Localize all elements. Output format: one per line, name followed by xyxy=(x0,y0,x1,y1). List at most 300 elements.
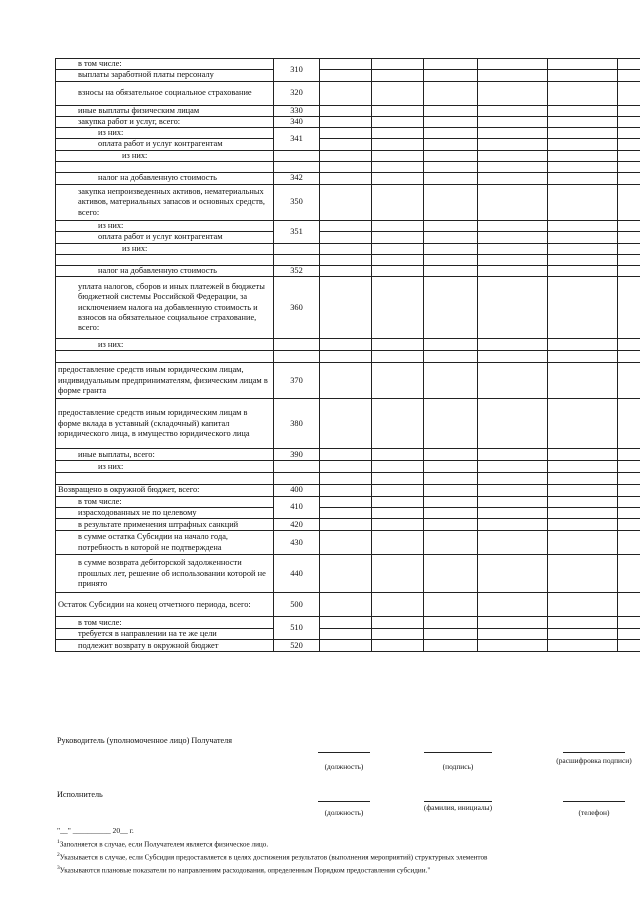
table-row xyxy=(56,519,640,531)
value-cell[interactable] xyxy=(618,519,640,531)
value-cell[interactable] xyxy=(320,593,372,617)
value-cell[interactable] xyxy=(618,162,640,173)
value-cell[interactable] xyxy=(478,449,548,461)
value-cell[interactable] xyxy=(372,116,424,127)
position-line[interactable] xyxy=(318,752,370,753)
value-cell[interactable] xyxy=(618,363,640,399)
value-cell[interactable] xyxy=(618,105,640,116)
value-cell[interactable] xyxy=(372,593,424,617)
value-cell[interactable] xyxy=(372,461,424,473)
value-cell[interactable] xyxy=(320,162,372,173)
value-cell[interactable] xyxy=(424,531,478,555)
value-cell[interactable] xyxy=(320,461,372,473)
row-label: требуется в направлении на те же цели xyxy=(56,629,274,640)
value-cell[interactable] xyxy=(424,105,478,116)
table-row xyxy=(56,162,640,173)
row-label: в том числе: xyxy=(56,59,274,70)
name-caption: (фамилия, инициалы) xyxy=(423,803,493,812)
value-cell[interactable] xyxy=(424,496,478,507)
value-cell[interactable] xyxy=(424,277,478,339)
row-code: 500 xyxy=(274,593,320,617)
row-code: 390 xyxy=(274,449,320,461)
row-label: из них: xyxy=(56,128,274,139)
value-cell[interactable] xyxy=(478,150,548,161)
value-cell[interactable] xyxy=(618,629,640,640)
value-cell[interactable] xyxy=(320,116,372,127)
row-label: закупка работ и услуг, всего: xyxy=(56,116,274,127)
value-cell[interactable] xyxy=(372,81,424,105)
value-cell[interactable] xyxy=(548,173,618,185)
value-cell[interactable] xyxy=(372,640,424,652)
value-cell[interactable] xyxy=(320,70,372,81)
value-cell[interactable] xyxy=(548,339,618,351)
value-cell[interactable] xyxy=(618,265,640,276)
table-row xyxy=(56,185,640,221)
row-code: 330 xyxy=(274,105,320,116)
value-cell[interactable] xyxy=(548,232,618,243)
value-cell[interactable] xyxy=(478,461,548,473)
value-cell[interactable] xyxy=(372,617,424,629)
value-cell[interactable] xyxy=(372,162,424,173)
value-cell[interactable] xyxy=(548,496,618,507)
value-cell[interactable] xyxy=(618,116,640,127)
value-cell[interactable] xyxy=(478,277,548,339)
row-label xyxy=(56,351,274,363)
value-cell[interactable] xyxy=(424,363,478,399)
value-cell[interactable] xyxy=(424,265,478,276)
value-cell[interactable] xyxy=(424,473,478,485)
value-cell[interactable] xyxy=(618,254,640,265)
value-cell[interactable] xyxy=(548,70,618,81)
value-cell[interactable] xyxy=(618,399,640,449)
value-cell[interactable] xyxy=(424,485,478,496)
value-cell[interactable] xyxy=(618,593,640,617)
value-cell[interactable] xyxy=(372,519,424,531)
value-cell[interactable] xyxy=(478,351,548,363)
value-cell[interactable] xyxy=(618,531,640,555)
value-cell[interactable] xyxy=(478,485,548,496)
table-row xyxy=(56,339,640,351)
value-cell[interactable] xyxy=(424,629,478,640)
value-cell[interactable] xyxy=(478,399,548,449)
row-code xyxy=(274,473,320,485)
value-cell[interactable] xyxy=(320,519,372,531)
value-cell[interactable] xyxy=(618,232,640,243)
value-cell[interactable] xyxy=(372,221,424,232)
value-cell[interactable] xyxy=(320,254,372,265)
value-cell[interactable] xyxy=(320,221,372,232)
value-cell[interactable] xyxy=(618,70,640,81)
value-cell[interactable] xyxy=(372,105,424,116)
table-row xyxy=(56,461,640,473)
value-cell[interactable] xyxy=(548,461,618,473)
value-cell[interactable] xyxy=(424,81,478,105)
value-cell[interactable] xyxy=(424,617,478,629)
row-label: оплата работ и услуг контрагентам xyxy=(56,139,274,150)
value-cell[interactable] xyxy=(372,254,424,265)
value-cell[interactable] xyxy=(424,162,478,173)
table-row xyxy=(56,139,640,150)
value-cell[interactable] xyxy=(424,555,478,593)
table-row xyxy=(56,277,640,339)
value-cell[interactable] xyxy=(424,70,478,81)
value-cell[interactable] xyxy=(320,243,372,254)
value-cell[interactable] xyxy=(372,473,424,485)
value-cell[interactable] xyxy=(320,232,372,243)
value-cell[interactable] xyxy=(478,339,548,351)
table-row xyxy=(56,81,640,105)
row-code: 320 xyxy=(274,81,320,105)
row-label: иные выплаты, всего: xyxy=(56,449,274,461)
row-code xyxy=(274,150,320,161)
row-label: из них: xyxy=(56,339,274,351)
table-row xyxy=(56,243,640,254)
table-row xyxy=(56,593,640,617)
signature-caption: (подпись) xyxy=(442,762,474,771)
value-cell[interactable] xyxy=(424,449,478,461)
row-label: предоставление средств иным юридическим лицам, индивидуальным предпринимателям, физическим лицам в форме гранта xyxy=(56,363,274,399)
value-cell[interactable] xyxy=(372,507,424,518)
value-cell[interactable] xyxy=(424,254,478,265)
value-cell[interactable] xyxy=(320,128,372,139)
value-cell[interactable] xyxy=(320,185,372,221)
value-cell[interactable] xyxy=(548,254,618,265)
table-row xyxy=(56,399,640,449)
table-row xyxy=(56,363,640,399)
value-cell[interactable] xyxy=(548,139,618,150)
table-row xyxy=(56,265,640,276)
value-cell[interactable] xyxy=(372,150,424,161)
value-cell[interactable] xyxy=(372,277,424,339)
value-cell[interactable] xyxy=(424,232,478,243)
row-label: выплаты заработной платы персоналу xyxy=(56,70,274,81)
value-cell[interactable] xyxy=(548,81,618,105)
footnote-2: $^2$Указывается в случае, если Субсидия предоставляется в целях достижения результатов (выполнения мероприятий) структурных элементов xyxy=(57,852,488,862)
row-label: Возвращено в окружной бюджет, всего: xyxy=(56,485,274,496)
row-label: в сумме возврата дебиторской задолженности прошлых лет, решение об использовании которой не принято xyxy=(56,555,274,593)
value-cell[interactable] xyxy=(548,485,618,496)
table-row xyxy=(56,105,640,116)
value-cell[interactable] xyxy=(372,265,424,276)
value-cell[interactable] xyxy=(424,339,478,351)
value-cell[interactable] xyxy=(372,173,424,185)
value-cell[interactable] xyxy=(372,399,424,449)
value-cell[interactable] xyxy=(548,105,618,116)
value-cell[interactable] xyxy=(618,277,640,339)
row-code: 351 xyxy=(274,221,320,244)
value-cell[interactable] xyxy=(320,640,372,652)
value-cell[interactable] xyxy=(424,507,478,518)
value-cell[interactable] xyxy=(548,162,618,173)
row-code: 310 xyxy=(274,59,320,82)
table-row xyxy=(56,449,640,461)
value-cell[interactable] xyxy=(478,70,548,81)
table-row xyxy=(56,128,640,139)
row-code xyxy=(274,254,320,265)
value-cell[interactable] xyxy=(320,485,372,496)
value-cell[interactable] xyxy=(478,496,548,507)
value-cell[interactable] xyxy=(478,254,548,265)
value-cell[interactable] xyxy=(548,59,618,70)
table-row xyxy=(56,173,640,185)
table-row xyxy=(56,617,640,629)
value-cell[interactable] xyxy=(548,640,618,652)
value-cell[interactable] xyxy=(320,59,372,70)
date-line[interactable]: "__" __________ 20__ г. xyxy=(57,826,134,835)
table-row xyxy=(56,485,640,496)
value-cell[interactable] xyxy=(548,243,618,254)
value-cell[interactable] xyxy=(320,629,372,640)
value-cell[interactable] xyxy=(478,473,548,485)
value-cell[interactable] xyxy=(478,81,548,105)
value-cell[interactable] xyxy=(478,173,548,185)
value-cell[interactable] xyxy=(320,139,372,150)
head-label: Руководитель (уполномоченное лицо) Получателя xyxy=(57,736,233,745)
value-cell[interactable] xyxy=(372,351,424,363)
row-code: 342 xyxy=(274,173,320,185)
value-cell[interactable] xyxy=(618,617,640,629)
value-cell[interactable] xyxy=(618,243,640,254)
row-label: из них: xyxy=(56,150,274,161)
row-code: 341 xyxy=(274,128,320,151)
executor-label: Исполнитель xyxy=(57,790,103,799)
report-table xyxy=(55,58,640,652)
value-cell[interactable] xyxy=(478,162,548,173)
value-cell[interactable] xyxy=(372,485,424,496)
row-label xyxy=(56,254,274,265)
value-cell[interactable] xyxy=(478,519,548,531)
value-cell[interactable] xyxy=(372,339,424,351)
value-cell[interactable] xyxy=(320,265,372,276)
value-cell[interactable] xyxy=(548,363,618,399)
value-cell[interactable] xyxy=(424,139,478,150)
value-cell[interactable] xyxy=(618,473,640,485)
value-cell[interactable] xyxy=(424,128,478,139)
value-cell[interactable] xyxy=(478,363,548,399)
value-cell[interactable] xyxy=(424,243,478,254)
value-cell[interactable] xyxy=(618,128,640,139)
row-code: 380 xyxy=(274,399,320,449)
value-cell[interactable] xyxy=(478,139,548,150)
value-cell[interactable] xyxy=(320,449,372,461)
value-cell[interactable] xyxy=(618,173,640,185)
value-cell[interactable] xyxy=(320,496,372,507)
position-caption: (должность) xyxy=(324,762,364,771)
value-cell[interactable] xyxy=(548,555,618,593)
value-cell[interactable] xyxy=(618,351,640,363)
value-cell[interactable] xyxy=(320,399,372,449)
row-label: в результате применения штрафных санкций xyxy=(56,519,274,531)
value-cell[interactable] xyxy=(320,105,372,116)
value-cell[interactable] xyxy=(320,555,372,593)
value-cell[interactable] xyxy=(478,243,548,254)
value-cell[interactable] xyxy=(618,150,640,161)
table-row xyxy=(56,531,640,555)
value-cell[interactable] xyxy=(478,593,548,617)
row-label: в том числе: xyxy=(56,496,274,507)
value-cell[interactable] xyxy=(478,59,548,70)
value-cell[interactable] xyxy=(372,531,424,555)
value-cell[interactable] xyxy=(618,339,640,351)
row-label: из них: xyxy=(56,461,274,473)
value-cell[interactable] xyxy=(320,531,372,555)
table-row xyxy=(56,221,640,232)
table-row xyxy=(56,70,640,81)
table-row xyxy=(56,629,640,640)
value-cell[interactable] xyxy=(320,339,372,351)
footnote-1: $^1$Заполняется в случае, если Получателем является физическое лицо. xyxy=(57,839,269,849)
value-cell[interactable] xyxy=(424,640,478,652)
table-row xyxy=(56,473,640,485)
value-cell[interactable] xyxy=(424,173,478,185)
value-cell[interactable] xyxy=(372,185,424,221)
footnote-3: $^3$Указываются плановые показатели по направлениям расходования, определенным Порядком предоставления субсидии." xyxy=(57,865,431,875)
decryption-caption: (расшифровка подписи) xyxy=(556,756,632,765)
row-label: в том числе: xyxy=(56,617,274,629)
value-cell[interactable] xyxy=(618,461,640,473)
row-code: 420 xyxy=(274,519,320,531)
table-row xyxy=(56,640,640,652)
value-cell[interactable] xyxy=(320,277,372,339)
value-cell[interactable] xyxy=(372,243,424,254)
value-cell[interactable] xyxy=(548,629,618,640)
value-cell[interactable] xyxy=(478,105,548,116)
value-cell[interactable] xyxy=(478,185,548,221)
table-row xyxy=(56,555,640,593)
value-cell[interactable] xyxy=(618,81,640,105)
table-row xyxy=(56,150,640,161)
value-cell[interactable] xyxy=(618,59,640,70)
value-cell[interactable] xyxy=(424,116,478,127)
value-cell[interactable] xyxy=(618,555,640,593)
value-cell[interactable] xyxy=(424,461,478,473)
value-cell[interactable] xyxy=(424,59,478,70)
value-cell[interactable] xyxy=(478,507,548,518)
row-label: взносы на обязательное социальное страхование xyxy=(56,81,274,105)
value-cell[interactable] xyxy=(320,473,372,485)
value-cell[interactable] xyxy=(320,507,372,518)
value-cell[interactable] xyxy=(618,139,640,150)
row-code xyxy=(274,461,320,473)
value-cell[interactable] xyxy=(478,555,548,593)
value-cell[interactable] xyxy=(372,363,424,399)
value-cell[interactable] xyxy=(372,232,424,243)
table-row xyxy=(56,507,640,518)
value-cell[interactable] xyxy=(618,496,640,507)
row-label: оплата работ и услуг контрагентам xyxy=(56,232,274,243)
value-cell[interactable] xyxy=(424,519,478,531)
value-cell[interactable] xyxy=(424,399,478,449)
value-cell[interactable] xyxy=(320,150,372,161)
value-cell[interactable] xyxy=(372,496,424,507)
value-cell[interactable] xyxy=(618,485,640,496)
value-cell[interactable] xyxy=(424,221,478,232)
value-cell[interactable] xyxy=(372,449,424,461)
value-cell[interactable] xyxy=(548,150,618,161)
row-code: 352 xyxy=(274,265,320,276)
value-cell[interactable] xyxy=(548,507,618,518)
row-code: 510 xyxy=(274,617,320,640)
value-cell[interactable] xyxy=(548,473,618,485)
value-cell[interactable] xyxy=(372,629,424,640)
value-cell[interactable] xyxy=(548,531,618,555)
value-cell[interactable] xyxy=(548,128,618,139)
row-label: в сумме остатка Субсидии на начало года, потребность в которой не подтверждена xyxy=(56,531,274,555)
row-code: 400 xyxy=(274,485,320,496)
row-label: уплата налогов, сборов и иных платежей в бюджеты бюджетной системы Российской Федерации, за исключением налога на добавленную стоимость и взносов на обязательное социальное страхование, всего: xyxy=(56,277,274,339)
value-cell[interactable] xyxy=(320,363,372,399)
value-cell[interactable] xyxy=(548,277,618,339)
row-code: 350 xyxy=(274,185,320,221)
value-cell[interactable] xyxy=(478,265,548,276)
row-label: налог на добавленную стоимость xyxy=(56,265,274,276)
value-cell[interactable] xyxy=(548,185,618,221)
value-cell[interactable] xyxy=(478,617,548,629)
value-cell[interactable] xyxy=(424,185,478,221)
position-line-2[interactable] xyxy=(318,801,370,802)
row-code: 360 xyxy=(274,277,320,339)
value-cell[interactable] xyxy=(372,139,424,150)
row-label: израсходованных не по целевому xyxy=(56,507,274,518)
value-cell[interactable] xyxy=(320,617,372,629)
value-cell[interactable] xyxy=(478,531,548,555)
value-cell[interactable] xyxy=(320,81,372,105)
decryption-line[interactable] xyxy=(563,752,625,753)
value-cell[interactable] xyxy=(618,185,640,221)
table-row xyxy=(56,232,640,243)
value-cell[interactable] xyxy=(548,593,618,617)
phone-caption: (телефон) xyxy=(578,808,610,817)
value-cell[interactable] xyxy=(548,449,618,461)
value-cell[interactable] xyxy=(424,593,478,617)
value-cell[interactable] xyxy=(478,232,548,243)
table-row xyxy=(56,351,640,363)
value-cell[interactable] xyxy=(548,351,618,363)
value-cell[interactable] xyxy=(372,59,424,70)
table-row xyxy=(56,59,640,70)
row-code xyxy=(274,351,320,363)
value-cell[interactable] xyxy=(478,128,548,139)
value-cell[interactable] xyxy=(548,399,618,449)
value-cell[interactable] xyxy=(548,116,618,127)
value-cell[interactable] xyxy=(424,351,478,363)
value-cell[interactable] xyxy=(372,70,424,81)
value-cell[interactable] xyxy=(320,173,372,185)
value-cell[interactable] xyxy=(548,265,618,276)
value-cell[interactable] xyxy=(618,449,640,461)
name-line[interactable] xyxy=(424,801,492,802)
value-cell[interactable] xyxy=(424,150,478,161)
value-cell[interactable] xyxy=(478,221,548,232)
row-code xyxy=(274,339,320,351)
value-cell[interactable] xyxy=(618,507,640,518)
value-cell[interactable] xyxy=(478,116,548,127)
value-cell[interactable] xyxy=(548,519,618,531)
value-cell[interactable] xyxy=(548,221,618,232)
row-label xyxy=(56,473,274,485)
value-cell[interactable] xyxy=(320,351,372,363)
row-label: из них: xyxy=(56,243,274,254)
value-cell[interactable] xyxy=(478,629,548,640)
value-cell[interactable] xyxy=(618,640,640,652)
value-cell[interactable] xyxy=(548,617,618,629)
value-cell[interactable] xyxy=(618,221,640,232)
phone-line[interactable] xyxy=(563,801,625,802)
value-cell[interactable] xyxy=(372,555,424,593)
value-cell[interactable] xyxy=(478,640,548,652)
value-cell[interactable] xyxy=(372,128,424,139)
signature-line[interactable] xyxy=(424,752,492,753)
